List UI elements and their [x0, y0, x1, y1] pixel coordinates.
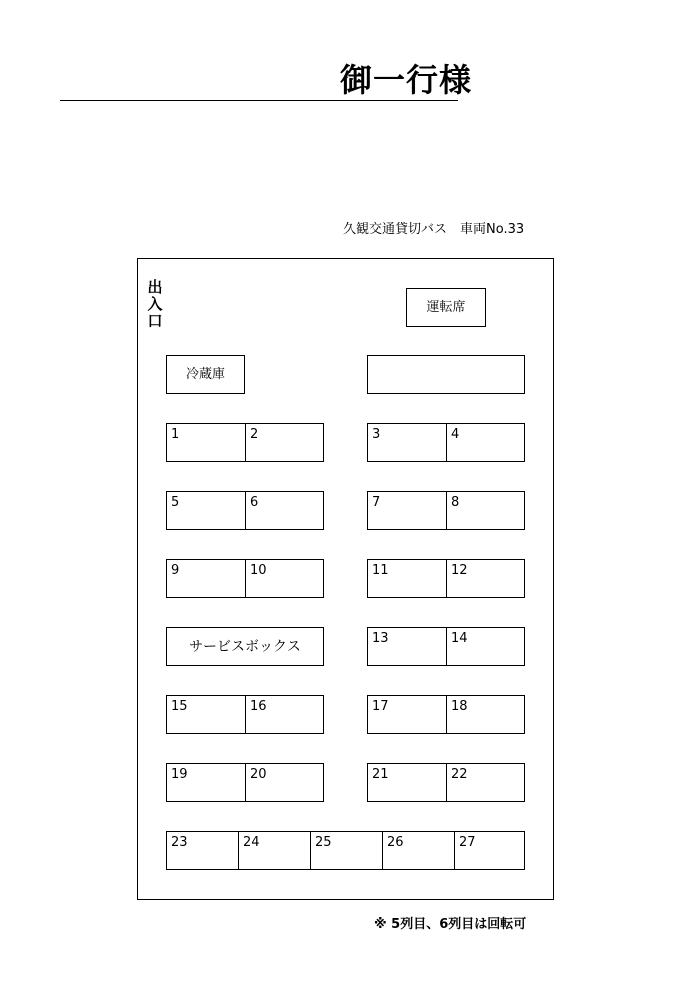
seat-10[interactable]: 10: [245, 559, 324, 598]
refrigerator: [166, 355, 245, 394]
seat-22[interactable]: 22: [446, 763, 525, 802]
page-title: 御一行様: [340, 61, 473, 99]
seat-12[interactable]: 12: [446, 559, 525, 598]
bus-info: 久観交通貸切バス 車両No.33: [343, 222, 525, 237]
seat-20[interactable]: 20: [245, 763, 324, 802]
seat-16[interactable]: 16: [245, 695, 324, 734]
footnote: ※ 5列目、6列目は回転可: [374, 917, 527, 932]
seat-25[interactable]: 25: [310, 831, 383, 870]
seat-8[interactable]: 8: [446, 491, 525, 530]
seat-1[interactable]: 1: [166, 423, 246, 462]
seat-24[interactable]: 24: [238, 831, 311, 870]
entrance-char-3: 口: [147, 312, 163, 330]
seat-2[interactable]: 2: [245, 423, 324, 462]
seat-13[interactable]: 13: [367, 627, 447, 666]
seat-23[interactable]: 23: [166, 831, 239, 870]
driver-seat: [406, 288, 486, 327]
seat-3[interactable]: 3: [367, 423, 447, 462]
seat-19[interactable]: 19: [166, 763, 246, 802]
seat-18[interactable]: 18: [446, 695, 525, 734]
seat-21[interactable]: 21: [367, 763, 447, 802]
seat-14[interactable]: 14: [446, 627, 525, 666]
service-box: [166, 627, 324, 666]
front-right-box: [367, 355, 525, 394]
refrigerator-label: 冷蔵庫: [185, 366, 225, 382]
seat-27[interactable]: 27: [454, 831, 525, 870]
seat-15[interactable]: 15: [166, 695, 246, 734]
entrance-label: [147, 279, 163, 330]
title-underline: [60, 100, 458, 101]
entrance-char-1: 出: [147, 278, 163, 296]
entrance-char-2: 入: [147, 295, 163, 313]
seat-5[interactable]: 5: [166, 491, 246, 530]
seat-26[interactable]: 26: [382, 831, 455, 870]
seat-7[interactable]: 7: [367, 491, 447, 530]
driver-seat-label: 運転席: [426, 299, 466, 315]
seat-17[interactable]: 17: [367, 695, 447, 734]
seat-6[interactable]: 6: [245, 491, 324, 530]
seat-9[interactable]: 9: [166, 559, 246, 598]
service-box-label: サービスボックス: [189, 638, 301, 655]
seat-11[interactable]: 11: [367, 559, 447, 598]
seat-4[interactable]: 4: [446, 423, 525, 462]
